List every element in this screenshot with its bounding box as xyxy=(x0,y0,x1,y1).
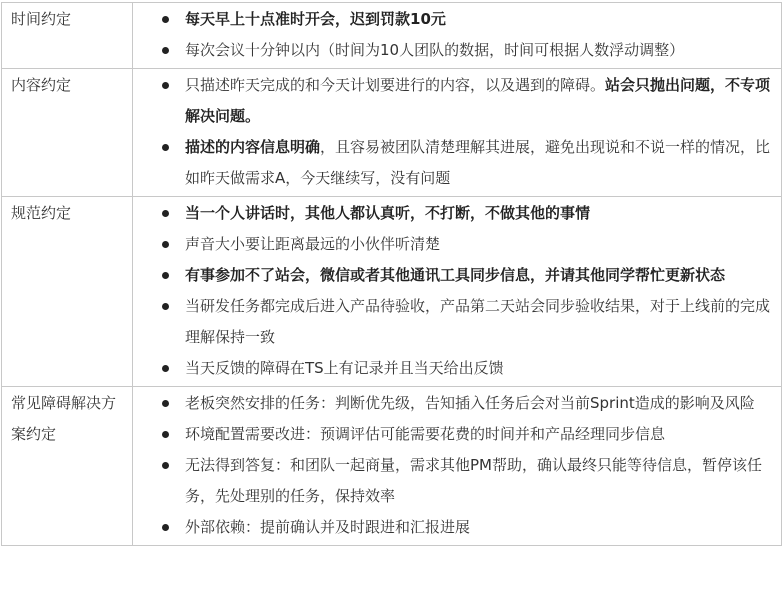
list-item xyxy=(133,229,773,260)
rule-row-obstacles xyxy=(2,387,782,546)
category-cell xyxy=(2,3,133,69)
item-text-emphasis: 站会只抛出问题，不专项解决问题。 xyxy=(185,76,771,125)
list-item xyxy=(133,198,773,229)
bullet-icon xyxy=(162,400,169,407)
bullet-icon xyxy=(162,365,169,372)
item-text: 声音大小要让距离最远的小伙伴听清楚 xyxy=(185,235,441,253)
bullet-list xyxy=(133,4,773,66)
item-text-emphasis: 描述的内容信息明确 xyxy=(185,138,321,156)
rule-row-content xyxy=(2,69,782,197)
category-cell xyxy=(2,197,133,387)
item-text: 当研发任务都完成后进入产品待验收，产品第二天站会同步验收结果，对于上线前的完成理解保持一致 xyxy=(185,297,771,346)
bullet-icon xyxy=(162,241,169,248)
item-text: 只描述昨天完成的和今天计划要进行的内容，以及遇到的障碍。 xyxy=(185,76,606,94)
bullet-icon xyxy=(162,210,169,217)
item-text: ，且容易被团队清楚理解其进展，避免出现说和不说一样的情况，比如昨天做需求A，今天继续写，没有问题 xyxy=(185,138,771,187)
item-text: 环境配置需要改进：预调评估可能需要花费的时间并和产品经理同步信息 xyxy=(185,425,666,443)
category-label: 常见障碍解决方案约定 xyxy=(11,394,117,443)
item-text: 无法得到答复：和团队一起商量，需求其他PM帮助，确认最终只能等待信息，暂停该任务，先处理别的任务，保持效率 xyxy=(185,456,762,505)
category-label: 内容约定 xyxy=(11,76,72,94)
rule-row-time xyxy=(2,3,782,69)
standup-rules-table xyxy=(1,2,782,546)
item-text: 每天早上十点准时开会，迟到罚款10元 xyxy=(185,10,446,28)
category-cell xyxy=(2,69,133,197)
bullet-icon xyxy=(162,144,169,151)
list-item xyxy=(133,388,773,419)
item-text: 当一个人讲话时，其他人都认真听，不打断，不做其他的事情 xyxy=(185,204,591,222)
bullet-icon xyxy=(162,82,169,89)
list-item xyxy=(133,450,773,512)
item-text: 外部依赖：提前确认并及时跟进和汇报进展 xyxy=(185,518,471,536)
bullet-list xyxy=(133,198,773,384)
items-cell xyxy=(133,3,782,69)
category-cell xyxy=(2,387,133,546)
bullet-icon xyxy=(162,431,169,438)
list-item xyxy=(133,4,773,35)
item-text: 每次会议十分钟以内（时间为10人团队的数据，时间可根据人数浮动调整） xyxy=(185,41,685,59)
bullet-icon xyxy=(162,462,169,469)
category-label: 规范约定 xyxy=(11,204,72,222)
category-label: 时间约定 xyxy=(11,10,72,28)
list-item xyxy=(133,291,773,353)
list-item xyxy=(133,132,773,194)
list-item xyxy=(133,512,773,543)
bullet-icon xyxy=(162,524,169,531)
list-item xyxy=(133,260,773,291)
bullet-icon xyxy=(162,303,169,310)
bullet-icon xyxy=(162,47,169,54)
bullet-icon xyxy=(162,16,169,23)
list-item xyxy=(133,70,773,132)
items-cell xyxy=(133,197,782,387)
items-cell xyxy=(133,69,782,197)
list-item xyxy=(133,35,773,66)
list-item xyxy=(133,419,773,450)
bullet-icon xyxy=(162,272,169,279)
item-text: 老板突然安排的任务：判断优先级，告知插入任务后会对当前Sprint造成的影响及风险 xyxy=(185,394,755,412)
bullet-list xyxy=(133,70,773,194)
list-item xyxy=(133,353,773,384)
rule-row-norms xyxy=(2,197,782,387)
item-text: 有事参加不了站会，微信或者其他通讯工具同步信息，并请其他同学帮忙更新状态 xyxy=(185,266,726,284)
items-cell xyxy=(133,387,782,546)
bullet-list xyxy=(133,388,773,543)
item-text: 当天反馈的障碍在TS上有记录并且当天给出反馈 xyxy=(185,359,504,377)
